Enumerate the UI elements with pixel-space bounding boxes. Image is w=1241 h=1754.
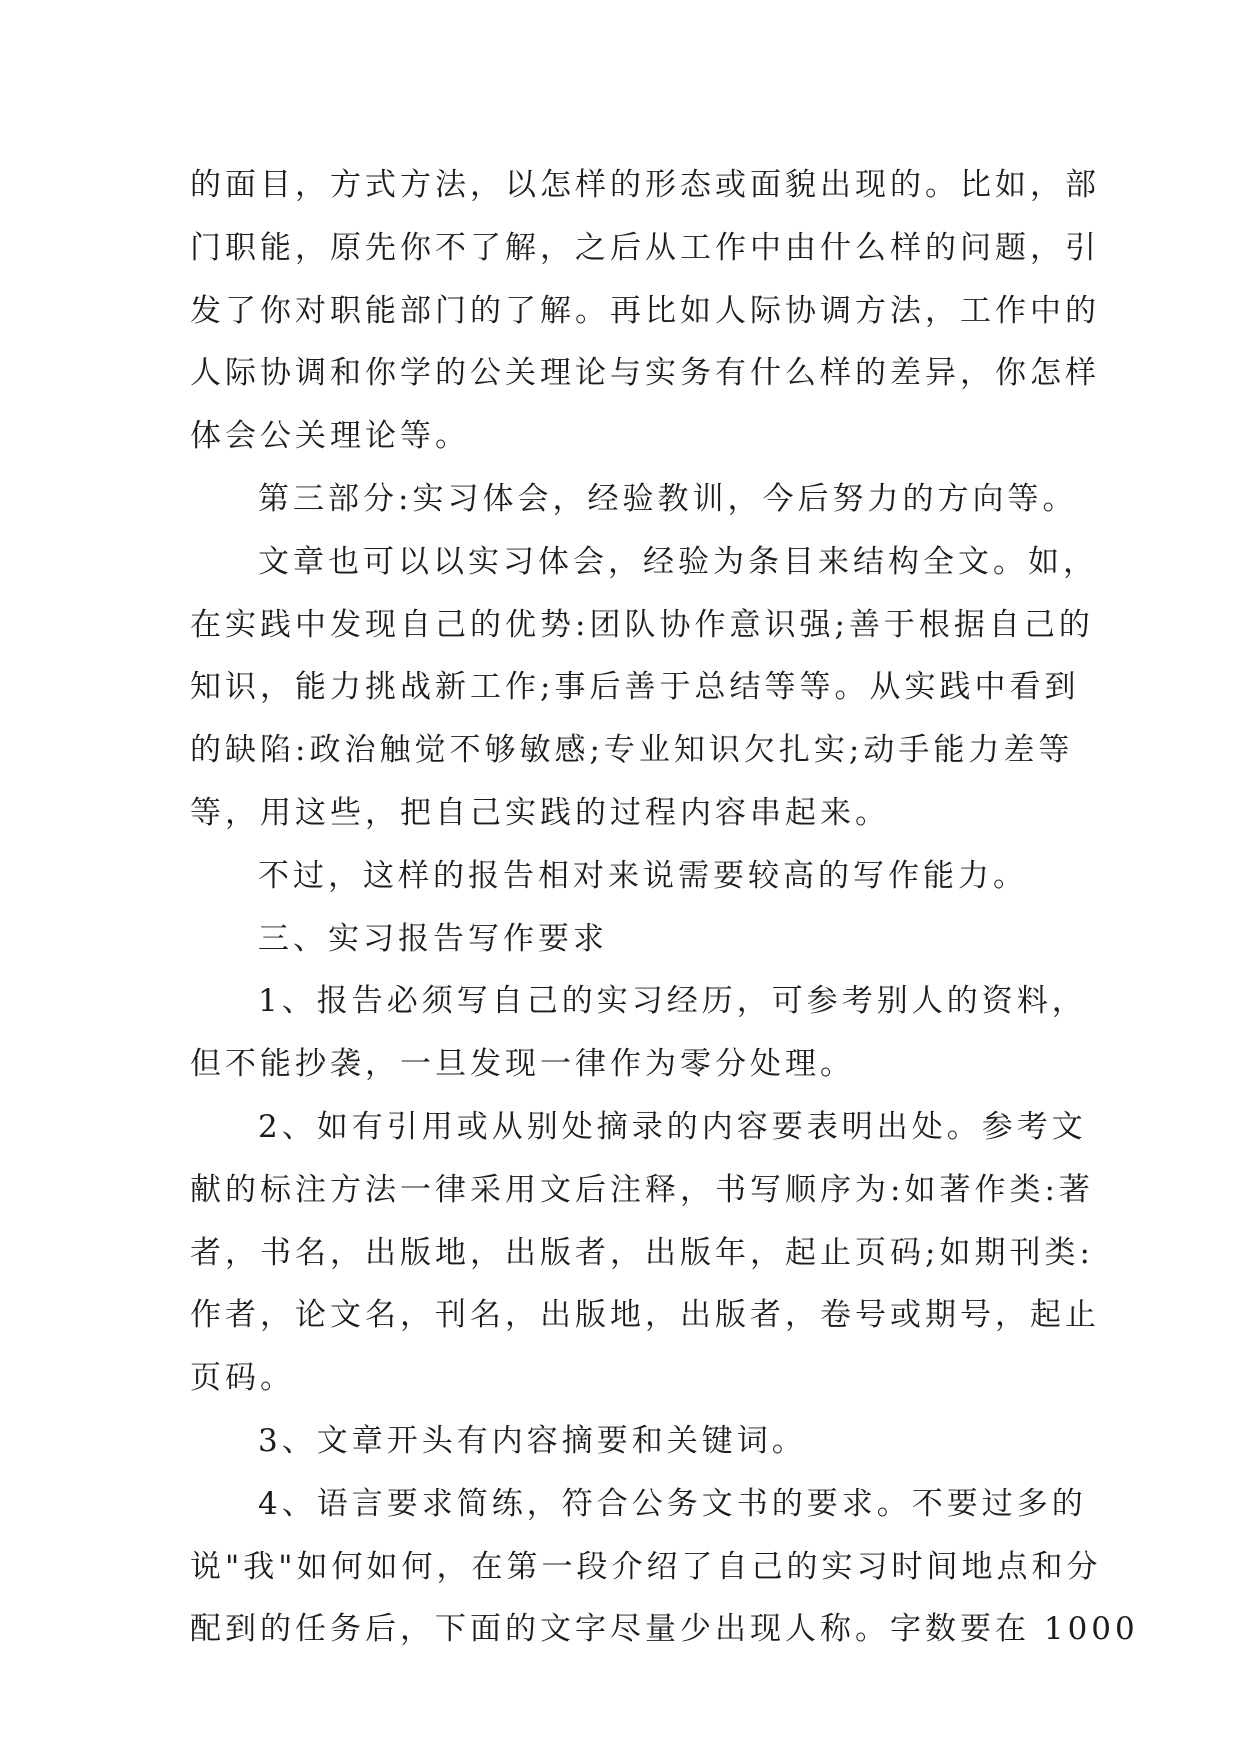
text-line: 3、文章开头有内容摘要和关键词。 — [258, 1422, 807, 1459]
text-line: 配到的任务后，下面的文字尽量少出现人称。字数要在 1000 — [190, 1611, 1139, 1648]
text-line: 作者，论文名，刊名，出版地，出版者，卷号或期号，起止 — [190, 1297, 1100, 1334]
text-line: 在实践中发现自己的优势:团队协作意识强;善于根据自己的 — [190, 606, 1094, 643]
text-line: 人际协调和你学的公关理论与实务有什么样的差异，你怎样 — [190, 355, 1100, 392]
text-line: 的缺陷:政治触觉不够敏感;专业知识欠扎实;动手能力差等 — [190, 732, 1074, 769]
text-line: 者，书名，出版地，出版者，出版年，起止页码;如期刊类: — [190, 1234, 1094, 1271]
text-line: 献的标注方法一律采用文后注释，书写顺序为:如著作类:著 — [190, 1171, 1094, 1208]
text-line: 文章也可以以实习体会，经验为条目来结构全文。如， — [258, 543, 1098, 580]
text-line: 门职能，原先你不了解，之后从工作中由什么样的问题，引 — [190, 229, 1100, 266]
text-line: 等，用这些，把自己实践的过程内容串起来。 — [190, 794, 890, 831]
text-line: 2、如有引用或从别处摘录的内容要表明出处。参考文 — [258, 1108, 1087, 1145]
text-line: 4、语言要求简练，符合公务文书的要求。不要过多的 — [258, 1485, 1087, 1522]
text-line: 说"我"如何如何，在第一段介绍了自己的实习时间地点和分 — [190, 1548, 1102, 1585]
text-line: 知识，能力挑战新工作;事后善于总结等等。从实践中看到 — [190, 669, 1080, 706]
text-line: 的面目，方式方法，以怎样的形态或面貌出现的。比如，部 — [190, 167, 1100, 203]
text-line: 不过，这样的报告相对来说需要较高的写作能力。 — [258, 857, 1028, 894]
text-line: 但不能抄袭，一旦发现一律作为零分处理。 — [190, 1046, 855, 1083]
body-text — [190, 154, 1139, 1661]
text-line: 三、实习报告写作要求 — [258, 920, 608, 957]
text-line: 页码。 — [190, 1360, 295, 1397]
text-line: 第三部分:实习体会，经验教训，今后努力的方向等。 — [258, 480, 1078, 517]
text-line: 发了你对职能部门的了解。再比如人际协调方法，工作中的 — [190, 292, 1100, 329]
text-line: 1、报告必须写自己的实习经历，可参考别人的资料， — [258, 983, 1087, 1020]
text-line: 体会公关理论等。 — [190, 418, 470, 455]
